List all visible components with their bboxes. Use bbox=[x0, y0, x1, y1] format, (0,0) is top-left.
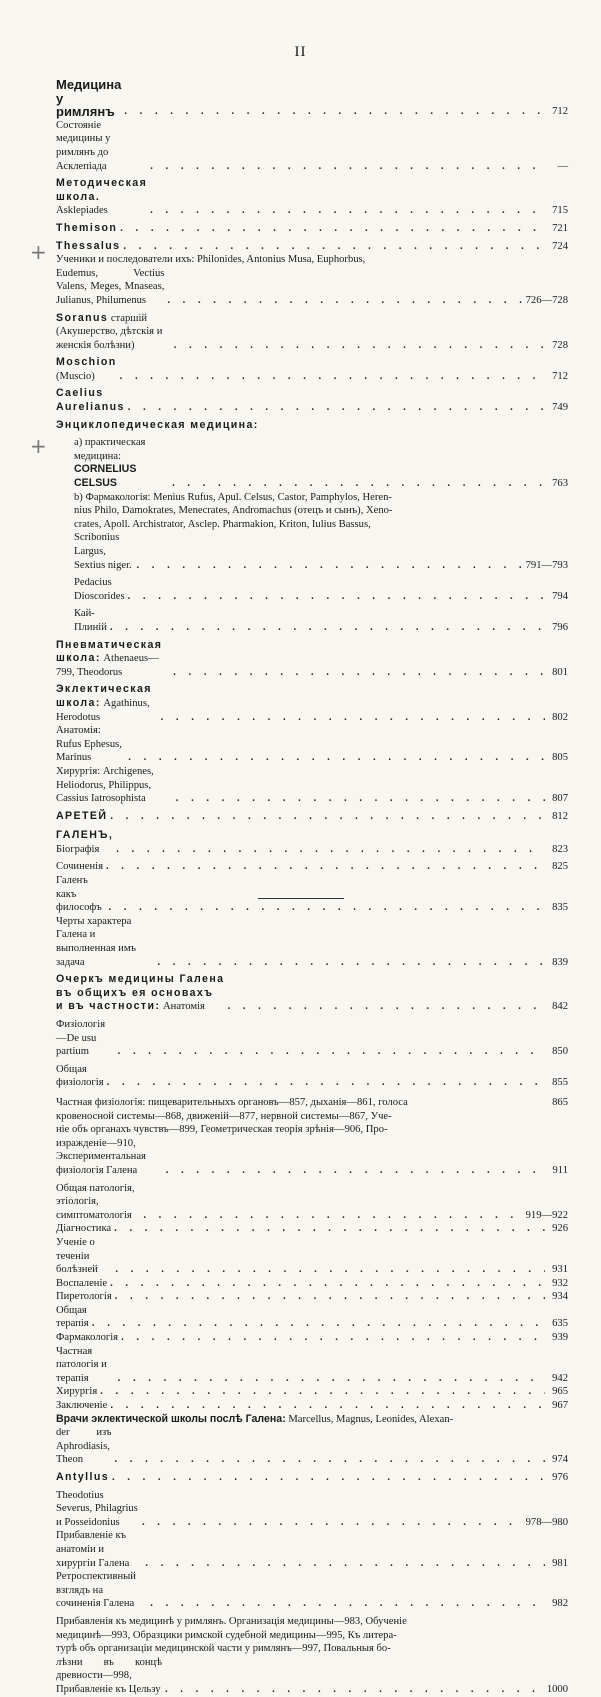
page-ref: 967 bbox=[552, 1400, 568, 1412]
paragraph-line bbox=[56, 1629, 568, 1643]
page-ref: 965 bbox=[552, 1386, 568, 1398]
paragraph-line bbox=[56, 1413, 568, 1427]
dot-leader bbox=[128, 590, 545, 604]
entry-bold-label: Thessalus bbox=[56, 239, 121, 252]
entry-text: Біографія bbox=[56, 843, 100, 855]
entry-title bbox=[56, 1018, 115, 1059]
toc-entry bbox=[56, 356, 568, 383]
entry-title bbox=[56, 356, 117, 383]
dot-leader bbox=[157, 956, 545, 970]
entry-text: турѣ объ организаціи медицинской части у римлянъ—997, Повальныя бо- bbox=[56, 1643, 391, 1655]
entry-title bbox=[56, 1385, 97, 1399]
entry-text: Анатомія: Rufus Ephesus, Marinus bbox=[56, 725, 122, 764]
entry-bold-label: АРЕТЕЙ bbox=[56, 809, 108, 822]
entry-title bbox=[56, 683, 158, 724]
dot-leader bbox=[115, 1263, 545, 1277]
entry-title bbox=[56, 915, 154, 969]
toc-entry bbox=[56, 222, 568, 236]
paragraph-line bbox=[56, 1642, 568, 1656]
toc-entry bbox=[56, 1277, 568, 1291]
toc-entry bbox=[56, 436, 568, 490]
dot-leader bbox=[167, 294, 522, 308]
section-heading bbox=[56, 78, 568, 119]
dot-leader bbox=[110, 810, 545, 824]
toc-entry bbox=[56, 1290, 568, 1304]
entry-title bbox=[74, 576, 125, 603]
page-ref: 823 bbox=[552, 843, 568, 855]
dot-leader bbox=[116, 843, 545, 857]
table-of-contents bbox=[56, 78, 568, 1697]
entry-bold-label: Эклектическая школа: bbox=[56, 683, 152, 709]
dot-leader bbox=[228, 1000, 545, 1014]
dot-leader bbox=[173, 666, 545, 680]
page-ref: 981 bbox=[552, 1557, 568, 1569]
entry-title bbox=[56, 222, 117, 236]
toc-entry bbox=[56, 639, 568, 680]
entry-title bbox=[56, 119, 147, 173]
toc-entry bbox=[56, 576, 568, 603]
paragraph-line bbox=[56, 1123, 568, 1137]
page-ref: 931 bbox=[552, 1264, 568, 1276]
dot-leader bbox=[150, 204, 545, 218]
entry-text: Черты характера Галена и выполненная имъ задача bbox=[56, 915, 137, 968]
dot-leader bbox=[150, 160, 545, 174]
dot-leader bbox=[172, 477, 545, 491]
entry-title bbox=[56, 973, 225, 1014]
entry-title bbox=[56, 312, 171, 353]
entry-text: медицинѣ—993, Образцики римской судебной медицины—995, Къ литера- bbox=[56, 1629, 397, 1641]
toc-entry bbox=[56, 683, 568, 724]
entry-title bbox=[56, 1471, 109, 1485]
entry-text: (Muscio) bbox=[56, 370, 95, 382]
entry-bold-label: ГАЛЕНЪ, bbox=[56, 829, 114, 842]
toc-entry bbox=[56, 1182, 568, 1223]
toc-paragraph bbox=[56, 491, 568, 573]
entry-text: der изъ Aphrodiasis, Theon bbox=[56, 1427, 112, 1466]
toc-entry bbox=[56, 765, 568, 806]
toc-entry bbox=[56, 119, 568, 173]
entry-text: Athenaeus—799, Theodorus bbox=[56, 653, 159, 678]
toc-entry bbox=[56, 1304, 568, 1331]
toc-entry bbox=[56, 607, 568, 634]
page-ref: 974 bbox=[552, 1454, 568, 1466]
entry-text: Ученики и последователи ихъ: Philonides, Antonius Musa, Euphorbus, bbox=[56, 254, 366, 266]
dot-leader bbox=[166, 1164, 545, 1178]
entry-title bbox=[56, 1331, 118, 1345]
toc-entry bbox=[56, 312, 568, 353]
paragraph-last-line bbox=[56, 1137, 568, 1178]
entry-text: Прибавленіе къ анатоміи и хирургіи Галена bbox=[56, 1530, 130, 1569]
toc-entry bbox=[56, 1471, 568, 1485]
entry-text: Общая терапія bbox=[56, 1304, 89, 1330]
entry-text: Хирургія bbox=[56, 1386, 98, 1398]
entry-title bbox=[56, 1222, 111, 1236]
entry-title bbox=[56, 1570, 147, 1611]
page-ref: 842 bbox=[552, 1001, 568, 1013]
entry-title bbox=[56, 1290, 112, 1304]
page-ref: 911 bbox=[552, 1164, 568, 1176]
entry-text: Scribonius Largus, Sextius niger. bbox=[74, 532, 132, 571]
closing-rule bbox=[258, 898, 344, 899]
dot-leader bbox=[110, 1277, 545, 1291]
entry-text: Marcellus, Magnus, Leonides, Alexan- bbox=[288, 1413, 454, 1425]
section-title: Медицина у римлянъ bbox=[56, 77, 122, 120]
page-ref: 749 bbox=[552, 402, 568, 414]
entry-bold-label: Moschion bbox=[56, 356, 117, 369]
entry-text: Asklepiades bbox=[56, 205, 108, 217]
entry-title bbox=[56, 1236, 112, 1277]
entry-text: старшій (Акушерство, дѣтскія и женскія болѣзни) bbox=[56, 312, 163, 351]
dot-leader bbox=[123, 240, 545, 254]
page-ref: 802 bbox=[552, 711, 568, 723]
entry-text: Воспаленіе bbox=[56, 1277, 108, 1289]
entry-title bbox=[74, 607, 107, 634]
entry-bold-label: Themison bbox=[56, 221, 118, 234]
entry-title bbox=[56, 810, 107, 824]
page-ref: 721 bbox=[552, 222, 568, 234]
toc-entry bbox=[56, 387, 568, 414]
dot-leader bbox=[106, 860, 545, 874]
entry-text: Заключеніе bbox=[56, 1400, 108, 1412]
entry-bold-label: Методическая школа. bbox=[56, 177, 148, 203]
entry-title bbox=[74, 436, 169, 490]
toc-entry bbox=[56, 874, 568, 915]
entry-text: Theodotius Severus, Philagrius и Posseidonius bbox=[56, 1489, 138, 1528]
entry-text: Физіологія—De usu partium bbox=[56, 1019, 106, 1058]
toc-paragraph bbox=[56, 253, 568, 307]
page-ref: 855 bbox=[552, 1077, 568, 1089]
paragraph-line bbox=[56, 1110, 568, 1124]
dot-leader bbox=[143, 1209, 522, 1223]
entry-bold-label: Soranus bbox=[56, 311, 109, 324]
entry-text: Фармакологія bbox=[56, 1332, 119, 1344]
page-ref: 926 bbox=[552, 1223, 568, 1235]
dot-leader bbox=[110, 1399, 545, 1413]
dot-leader bbox=[114, 1222, 545, 1236]
toc-entry bbox=[56, 1529, 568, 1570]
page-ref: 825 bbox=[552, 861, 568, 873]
entry-title bbox=[56, 639, 170, 680]
entry-text: Частная физіологія: пищеварительныхъ органовъ—857, дыханія—861, голоса bbox=[56, 1096, 408, 1108]
entry-text: ніе объ органахъ чувствъ—899, Геометрическая теорія зрѣнія—906, Про- bbox=[56, 1124, 388, 1136]
paragraph-line bbox=[56, 253, 568, 267]
toc-entry bbox=[56, 177, 568, 218]
entry-title bbox=[56, 240, 120, 254]
page-ref: 801 bbox=[552, 666, 568, 678]
page-ref: 1000 bbox=[546, 1683, 568, 1695]
entry-title bbox=[56, 177, 147, 218]
entry-text: Состояніе медицины у римлянъ до Асклепіада bbox=[56, 119, 111, 172]
pencil-cross-mark: + bbox=[30, 434, 47, 458]
entry-title bbox=[56, 1063, 104, 1090]
dot-leader bbox=[136, 559, 522, 573]
toc-entry bbox=[56, 1331, 568, 1345]
page-ref: 728 bbox=[552, 339, 568, 351]
page-ref: 724 bbox=[552, 240, 568, 252]
entry-text: Общая патологія, этіологія, симптоматологія bbox=[56, 1182, 135, 1221]
page-ref: 939 bbox=[552, 1332, 568, 1344]
entry-title bbox=[56, 765, 173, 806]
page-ref: 865 bbox=[552, 1096, 568, 1108]
entry-text: nius Philo, Damokrates, Menecrates, Andromachus (отецъ и сынъ), Xeno- bbox=[74, 505, 393, 517]
toc-entry bbox=[56, 1345, 568, 1386]
toc-paragraph bbox=[56, 1413, 568, 1467]
toc-entry bbox=[56, 240, 568, 254]
toc-entry bbox=[56, 915, 568, 969]
entry-bold-label: CORNELIUS CELSUS bbox=[74, 463, 137, 490]
entry-bold-label: Врачи эклектической школы послѣ Галена: bbox=[56, 1412, 286, 1425]
toc-entry bbox=[56, 829, 568, 856]
page-ref: 812 bbox=[552, 810, 568, 822]
entry-bold-label: Caelius Aurelianus bbox=[56, 387, 125, 414]
entry-title bbox=[56, 1277, 107, 1291]
entry-title bbox=[56, 829, 113, 856]
page-ref: 726—728 bbox=[525, 294, 568, 306]
entry-title bbox=[56, 1182, 140, 1223]
paragraph-last-line bbox=[56, 1656, 568, 1697]
entry-text: кровеносной системы—868, движеній—877, нервной системы—867, Уче- bbox=[56, 1110, 392, 1122]
dot-leader bbox=[142, 1516, 523, 1530]
page-ref: 839 bbox=[552, 956, 568, 968]
page-number: II bbox=[294, 44, 307, 60]
paragraph-line bbox=[74, 518, 568, 532]
dot-leader bbox=[145, 1557, 545, 1571]
page-ref: 932 bbox=[552, 1277, 568, 1289]
entry-text: Хирургія: Archigenes, Heliodorus, Philippus, Cassius Iatrosophista bbox=[56, 765, 154, 805]
entry-text: crates, Apoll. Archistrator, Asclep. Pharmakion, Kriton, Iulius Bassus, bbox=[74, 518, 371, 530]
toc-entry bbox=[56, 1222, 568, 1236]
dot-leader bbox=[92, 1317, 545, 1331]
page-ref: 978—980 bbox=[525, 1516, 568, 1528]
entry-title bbox=[56, 1399, 107, 1413]
toc-entry bbox=[56, 1570, 568, 1611]
toc-entry bbox=[56, 1385, 568, 1399]
subsection-heading: Энциклопедическая медицина: bbox=[56, 418, 259, 431]
entry-title bbox=[56, 1304, 89, 1331]
entry-text: Кай-Плиній bbox=[74, 608, 107, 633]
page-ref: 850 bbox=[552, 1046, 568, 1058]
dot-leader bbox=[112, 1471, 545, 1485]
toc-entry bbox=[56, 1399, 568, 1413]
entry-text: b) Фармакологія: Menius Rufus, Apul. Celsus, Castor, Pamphylos, Heren- bbox=[74, 491, 392, 503]
toc-entry bbox=[56, 1489, 568, 1530]
page-ref: — bbox=[557, 160, 568, 172]
entry-title bbox=[56, 874, 105, 915]
dot-leader bbox=[110, 621, 545, 635]
page-ref: 794 bbox=[552, 590, 568, 602]
dot-leader bbox=[118, 1372, 545, 1386]
entry-bold-label: Очеркъ медицины Галена въ общихъ ея основахъ и въ частности: bbox=[56, 973, 225, 1013]
dot-leader bbox=[115, 1290, 545, 1304]
page-ref: 635 bbox=[552, 1318, 568, 1330]
entry-text: Прибавленія къ медицинѣ у римлянъ. Организація медицины—983, Обученіе bbox=[56, 1615, 407, 1627]
pencil-cross-mark: + bbox=[30, 240, 47, 264]
entry-text: Частная патологія и терапія bbox=[56, 1345, 107, 1384]
toc-entry bbox=[56, 810, 568, 824]
entry-bold-label: Antyllus bbox=[56, 1471, 109, 1483]
entry-title bbox=[56, 724, 125, 765]
toc-entry bbox=[56, 1063, 568, 1090]
entry-text: Pedacius Dioscorides bbox=[74, 577, 125, 602]
entry-title bbox=[56, 1489, 139, 1530]
page-ref: 715 bbox=[552, 205, 568, 217]
toc-entry bbox=[56, 973, 568, 1014]
page-ref: 807 bbox=[552, 793, 568, 805]
dot-leader bbox=[128, 401, 545, 415]
entry-text: Eudemus, Vectius Valens, Meges, Mnaseas, Julianus, Philumenus bbox=[56, 267, 165, 306]
entry-text: Анатомія bbox=[163, 1001, 205, 1013]
entry-text: Общая физіологія bbox=[56, 1063, 104, 1089]
dot-leader bbox=[174, 339, 545, 353]
toc-entry bbox=[56, 724, 568, 765]
page-ref: 712 bbox=[552, 106, 568, 118]
entry-text: а) практическая медицина: bbox=[74, 437, 146, 462]
page-ref: 805 bbox=[552, 752, 568, 764]
paragraph-last-line bbox=[56, 1426, 568, 1467]
page-ref: 763 bbox=[552, 478, 568, 490]
page-ref: 791—793 bbox=[525, 559, 568, 571]
toc-entry bbox=[56, 1236, 568, 1277]
dot-leader bbox=[118, 1045, 545, 1059]
page-ref: 796 bbox=[552, 621, 568, 633]
entry-text: Сочиненія bbox=[56, 861, 103, 873]
paragraph-last-line bbox=[74, 531, 568, 572]
entry-text: изражденіе—910, Экспериментальная физіологія Галена bbox=[56, 1137, 146, 1176]
paragraph-line bbox=[74, 491, 568, 505]
paragraph-line bbox=[74, 504, 568, 518]
dot-leader bbox=[100, 1385, 545, 1399]
entry-text: лѣзни въ концѣ древности—998, Прибавленіе къ Цельзу bbox=[56, 1656, 162, 1695]
paragraph-line bbox=[56, 1615, 568, 1629]
dot-leader bbox=[121, 1331, 545, 1345]
toc-paragraph bbox=[56, 1096, 568, 1178]
dot-leader bbox=[128, 751, 545, 765]
entry-text: Діагностика bbox=[56, 1223, 112, 1235]
page-ref: 919—922 bbox=[525, 1209, 568, 1221]
paragraph-line bbox=[56, 1096, 568, 1110]
page-ref: 934 bbox=[552, 1291, 568, 1303]
toc-entry bbox=[56, 1018, 568, 1059]
entry-text: Ученіе о теченіи болѣзней bbox=[56, 1236, 98, 1276]
dot-leader bbox=[115, 1453, 546, 1467]
dot-leader bbox=[165, 1683, 544, 1697]
dot-leader bbox=[161, 711, 545, 725]
dot-leader bbox=[120, 222, 545, 236]
entry-title bbox=[56, 387, 125, 414]
entry-text: Ретроспективный взглядъ на сочиненія Галена bbox=[56, 1571, 136, 1610]
dot-leader bbox=[124, 105, 545, 119]
page-ref: 835 bbox=[552, 902, 568, 914]
entry-title bbox=[56, 1529, 142, 1570]
dot-leader bbox=[108, 901, 545, 915]
entry-title bbox=[56, 1345, 115, 1386]
entry-text: Agathinus, Herodotus bbox=[56, 697, 150, 723]
toc-entry bbox=[56, 860, 568, 874]
paragraph-last-line bbox=[56, 267, 568, 308]
page-ref: 976 bbox=[552, 1472, 568, 1483]
page-ref: 712 bbox=[552, 370, 568, 382]
entry-text: Галенъ какъ философъ bbox=[56, 875, 102, 914]
page-ref: 942 bbox=[552, 1372, 568, 1384]
toc-paragraph bbox=[56, 1615, 568, 1697]
dot-leader bbox=[150, 1597, 545, 1611]
entry-title bbox=[56, 860, 103, 874]
entry-bold-label: Пневматическая школа: bbox=[56, 638, 163, 665]
dot-leader bbox=[107, 1076, 545, 1090]
entry-text: Пиретологія bbox=[56, 1291, 112, 1303]
dot-leader bbox=[120, 370, 545, 384]
dot-leader bbox=[176, 792, 545, 806]
page-ref: 982 bbox=[552, 1598, 568, 1610]
